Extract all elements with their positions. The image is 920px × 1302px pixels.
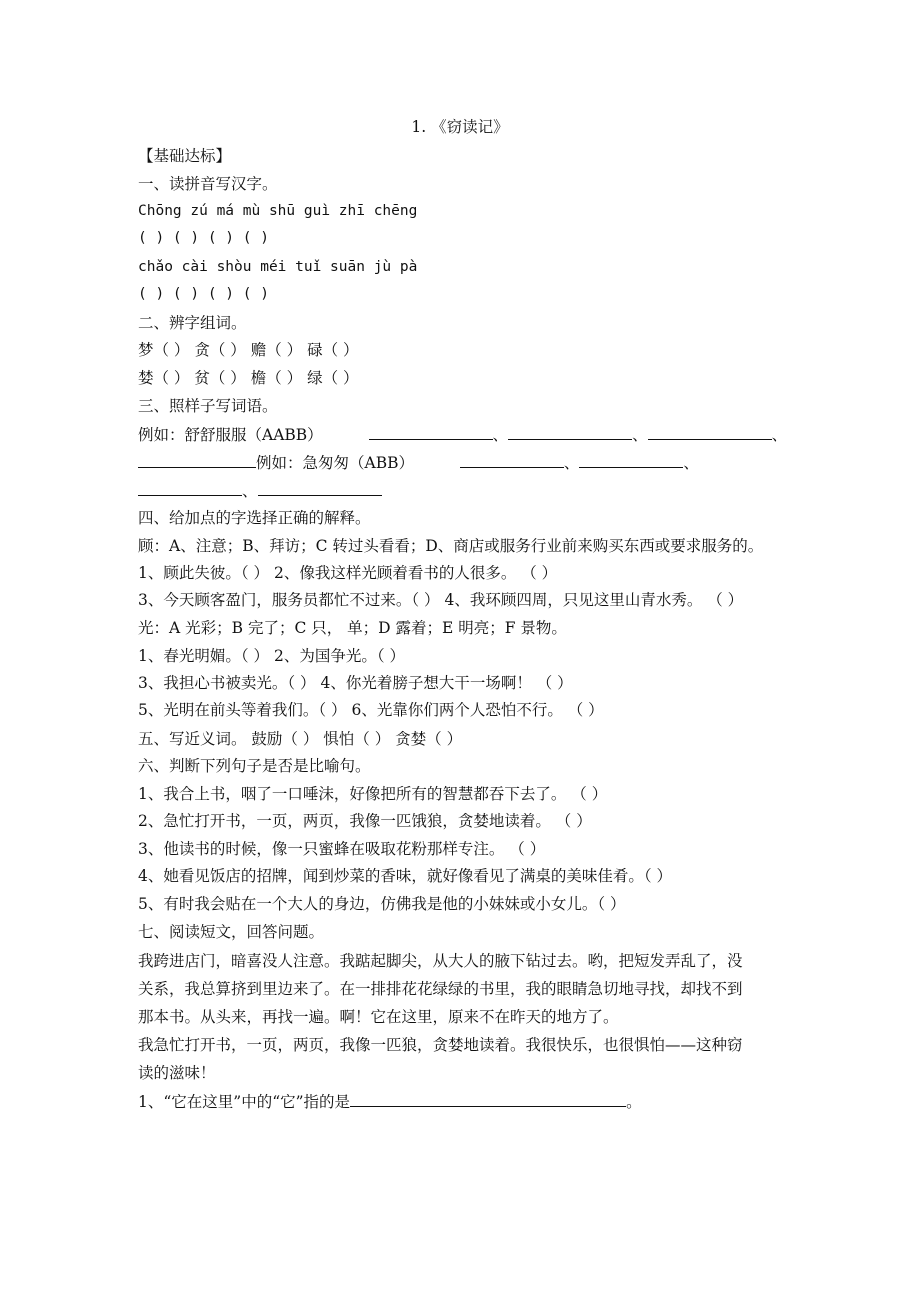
separator: 、 bbox=[242, 482, 258, 500]
q4-guang-items-3: 5、光明在前头等着我们。（ ） 6、光靠你们两个人恐怕不行。 （ ） bbox=[138, 701, 604, 719]
passage-line: 我跨进店门，暗喜没人注意。我踮起脚尖，从大人的腋下钻过去。哟，把短发弄乱了，没 bbox=[138, 952, 743, 970]
q4-guang-definitions: 光：A 光彩；B 完了；C 只， 单；D 露着；E 明亮；F 景物。 bbox=[138, 619, 567, 637]
answer-blank[interactable] bbox=[369, 424, 493, 440]
question-end: 。 bbox=[626, 1093, 642, 1111]
q1-pinyin-row-2: chǎo cài shòu méi tuǐ suān jù pà bbox=[138, 259, 418, 275]
q1-heading: 一、读拼音写汉字。 bbox=[138, 175, 278, 193]
answer-blank[interactable] bbox=[508, 424, 632, 440]
q6-sentence-1: 1、我合上书，咽了一口唾沫，好像把所有的智慧都吞下去了。 （ ） bbox=[138, 785, 608, 803]
q4-guang-items-2: 3、我担心书被卖光。（ ） 4、你光着膀子想大干一场啊！ （ ） bbox=[138, 674, 573, 692]
q1-blanks-row-1: ( ) ( ) ( ) ( ) bbox=[138, 230, 269, 246]
question-text: 1、“它在这里”中的“它”指的是 bbox=[138, 1093, 351, 1111]
passage-line: 那本书。从头来，再找一遍。啊！它在这里，原来不在昨天的地方了。 bbox=[138, 1008, 619, 1026]
q6-sentence-3: 3、他读书的时候，像一只蜜蜂在吸取花粉那样专注。 （ ） bbox=[138, 840, 546, 858]
answer-blank[interactable] bbox=[648, 424, 772, 440]
separator: 、 bbox=[632, 426, 648, 444]
passage-line: 关系，我总算挤到里边来了。在一排排花花绿绿的书里，我的眼睛急切地寻找，却找不到 bbox=[138, 980, 743, 998]
q4-heading: 四、给加点的字选择正确的解释。 bbox=[138, 509, 371, 527]
passage-line: 我急忙打开书，一页，两页，我像一匹狼，贪婪地读着。我很快乐，也很惧怕——这种窃 bbox=[138, 1036, 743, 1054]
q4-gu-items-1: 1、顾此失彼。（ ） 2、像我这样光顾着看书的人很多。 （ ） bbox=[138, 564, 558, 582]
answer-blank[interactable] bbox=[460, 452, 564, 468]
answer-blank[interactable] bbox=[350, 1091, 626, 1107]
q2-heading: 二、辨字组词。 bbox=[138, 314, 247, 332]
q3-row-3 bbox=[138, 480, 820, 501]
passage-line: 读的滋味！ bbox=[138, 1064, 216, 1082]
q4-gu-definitions: 顾：A、注意；B、拜访；C 转过头看看；D、商店或服务行业前来购买东西或要求服务的。 bbox=[138, 537, 764, 555]
q6-sentence-5: 5、有时我会贴在一个大人的身边，仿佛我是他的小妹妹或小女儿。（ ） bbox=[138, 895, 626, 913]
q3-heading: 三、照样子写词语。 bbox=[138, 397, 278, 415]
q2-row-1: 梦（ ） 贪（ ） 赡（ ） 碌（ ） bbox=[138, 341, 359, 359]
q6-sentence-2: 2、急忙打开书，一页，两页，我像一匹饿狼，贪婪地读着。 （ ） bbox=[138, 812, 592, 830]
q1-pinyin-row-1: Chōng zú má mù shū guì zhī chēng bbox=[138, 203, 418, 219]
separator: 、 bbox=[563, 454, 580, 472]
answer-blank[interactable] bbox=[258, 480, 382, 496]
q1-blanks-row-2: ( ) ( ) ( ) ( ) bbox=[138, 286, 269, 302]
q6-sentence-4: 4、她看见饭店的招牌，闻到炒菜的香味，就好像看见了满桌的美味佳肴。（ ） bbox=[138, 867, 673, 885]
q2-row-2: 婪（ ） 贫（ ） 檐（ ） 绿（ ） bbox=[138, 369, 359, 387]
q7-heading: 七、阅读短文，回答问题。 bbox=[138, 923, 325, 941]
q3-row-1 bbox=[138, 424, 820, 445]
answer-blank[interactable] bbox=[579, 452, 683, 468]
q5-line: 五、写近义词。 鼓励（ ） 惧怕（ ） 贪婪（ ） bbox=[138, 730, 463, 748]
q4-gu-items-2: 3、今天顾客盈门，服务员都忙不过来。（ ） 4、我环顾四周，只见这里山青水秀。 （ ） bbox=[138, 591, 744, 609]
separator: 、 bbox=[683, 454, 699, 472]
q3-example-2: 例如：急匆匆（ABB） bbox=[256, 454, 414, 472]
separator: 、 bbox=[492, 426, 509, 444]
answer-blank[interactable] bbox=[138, 452, 256, 468]
q6-heading: 六、判断下列句子是否是比喻句。 bbox=[138, 757, 371, 775]
page-title: 1. 《窃读记》 bbox=[411, 118, 509, 136]
q3-example-1: 例如：舒舒服服（AABB） bbox=[138, 426, 323, 444]
answer-blank[interactable] bbox=[138, 480, 242, 496]
section-header: 【基础达标】 bbox=[138, 147, 232, 165]
q3-row-2 bbox=[138, 452, 820, 473]
q7-question-1 bbox=[138, 1091, 820, 1112]
q4-guang-items-1: 1、春光明媚。（ ） 2、为国争光。（ ） bbox=[138, 647, 406, 665]
separator: 、 bbox=[771, 426, 788, 444]
